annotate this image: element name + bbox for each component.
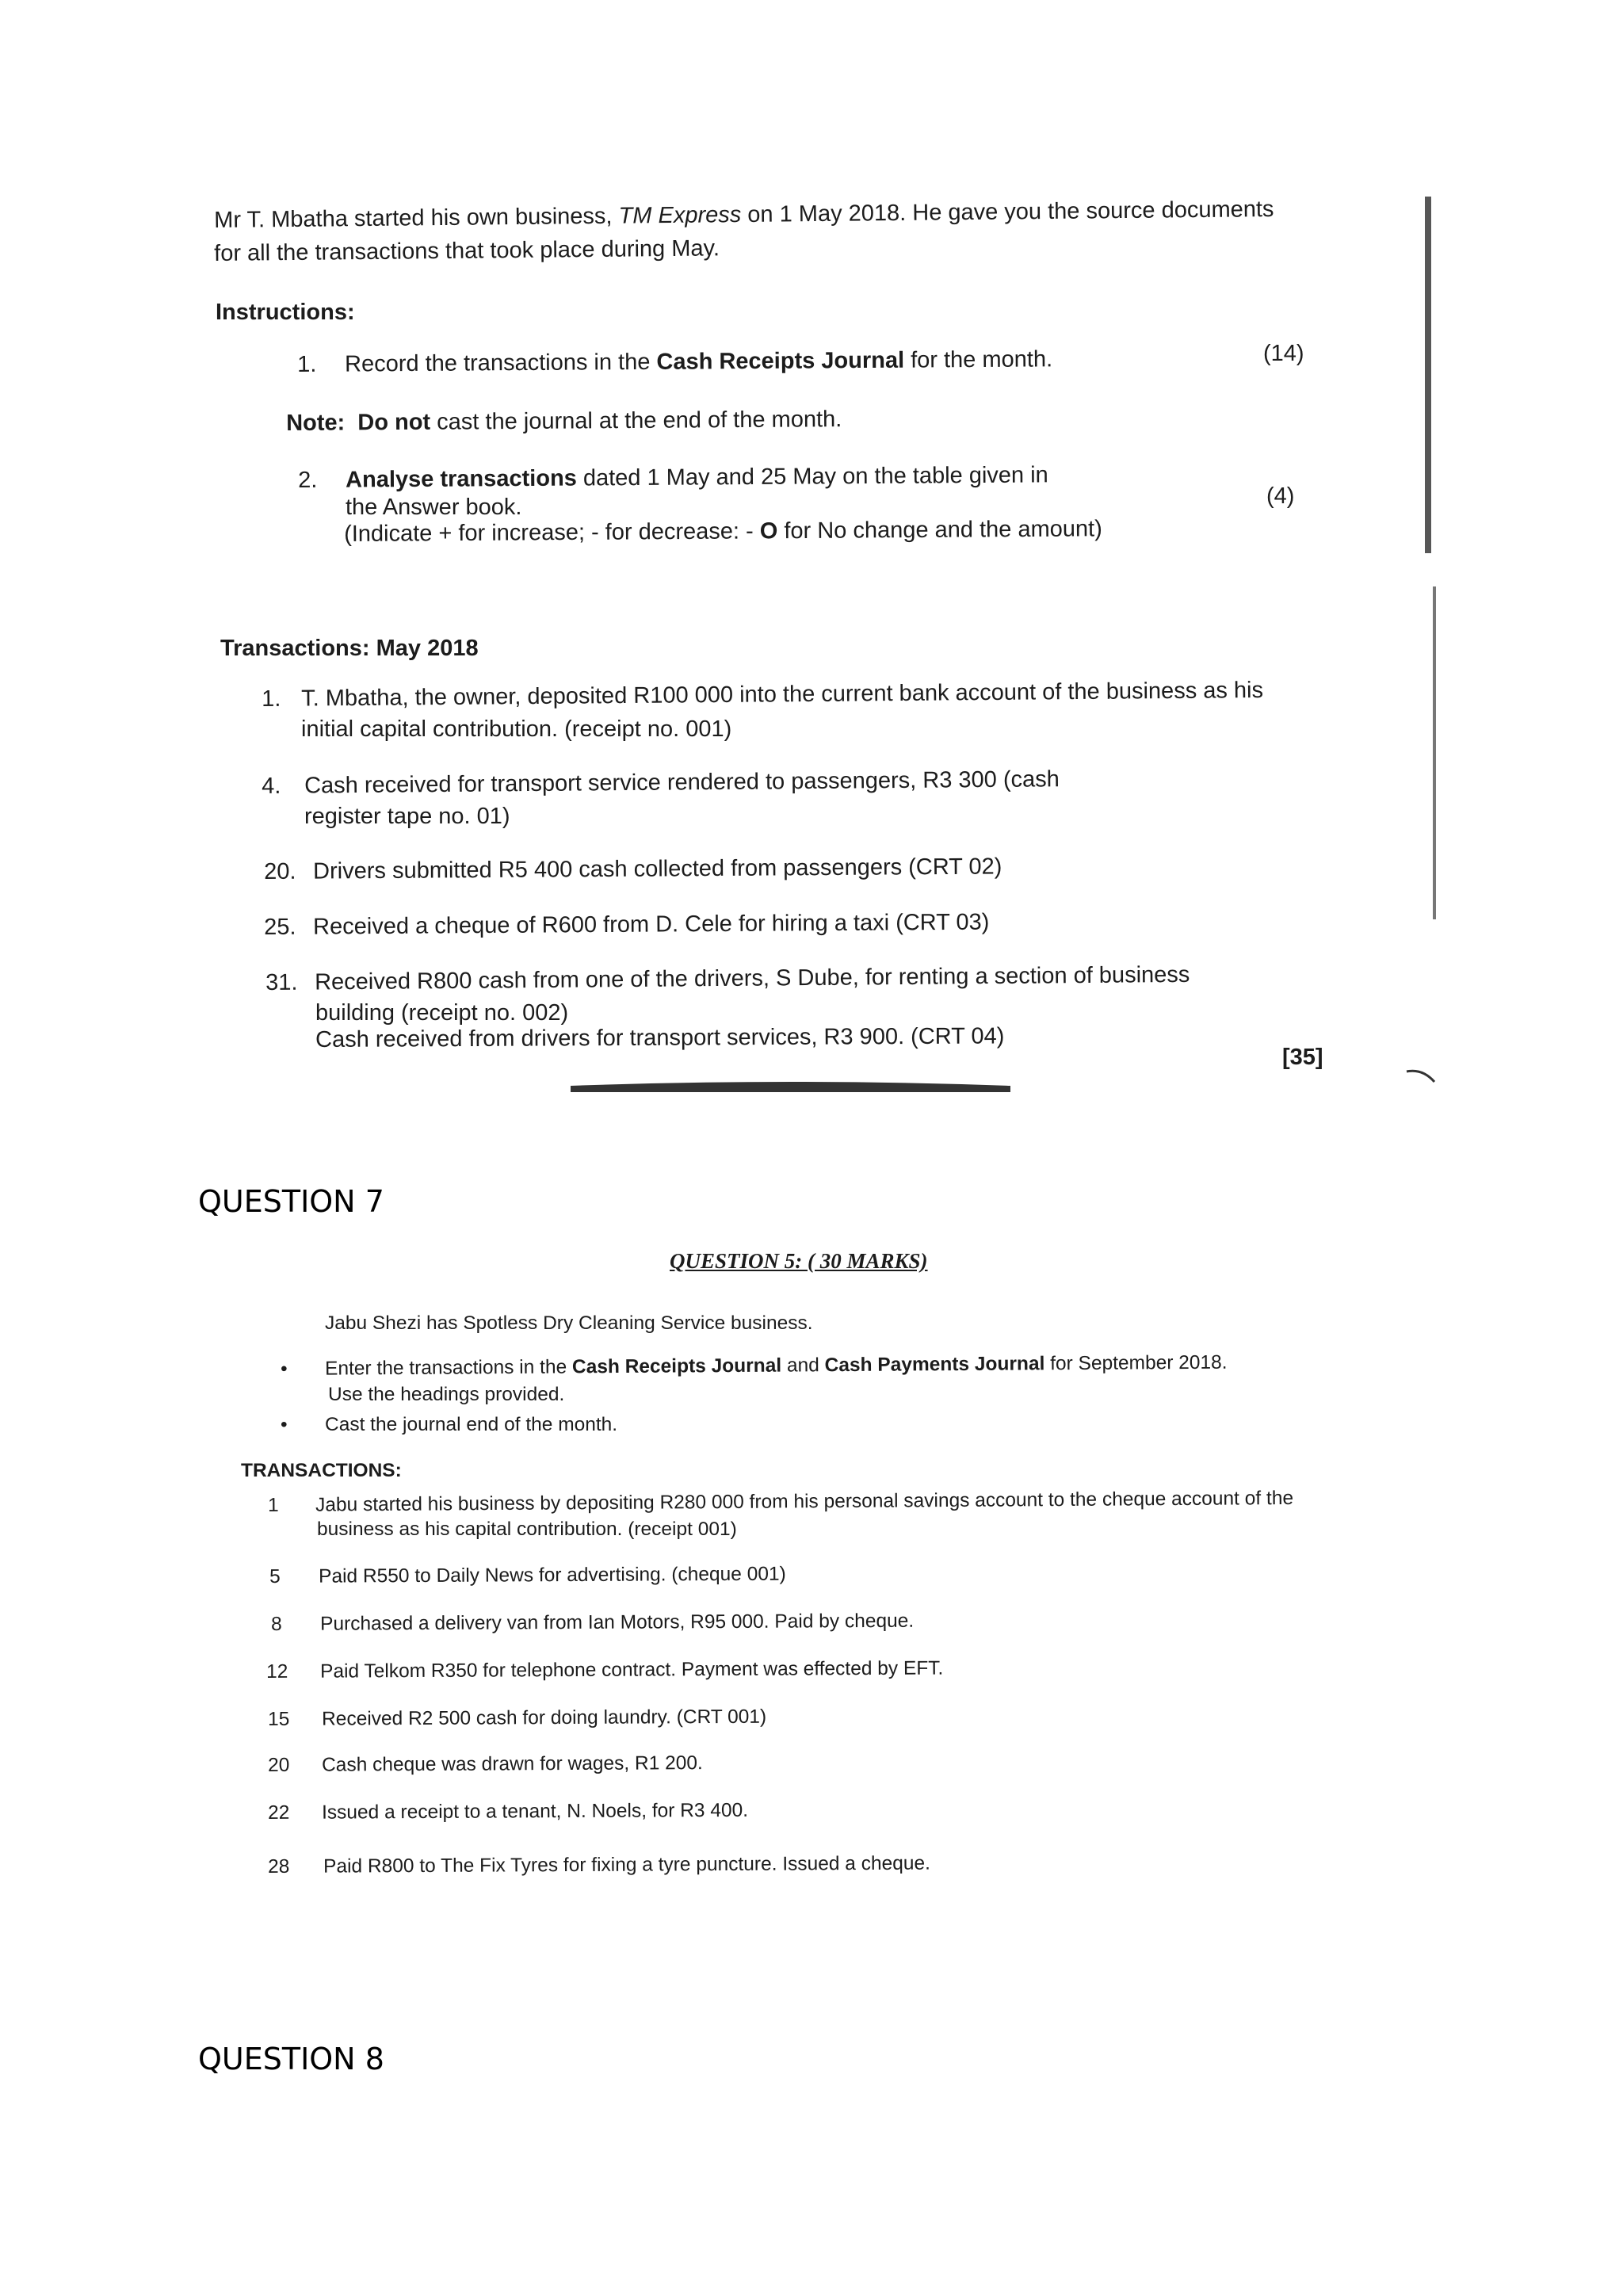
instruction-1-marks: (14)	[1263, 341, 1304, 366]
total-marks: [35]	[1282, 1045, 1323, 1070]
transaction-item: 15 Received R2 500 cash for doing laundry. (CRT 001)	[268, 1706, 767, 1730]
section-2-intro: Jabu Shezi has Spotless Dry Cleaning Service business.	[325, 1312, 813, 1334]
instruction-2-line-1: 2. Analyse transactions dated 1 May and 25 May on the table given in	[298, 462, 1048, 493]
transaction-item: 22 Issued a receipt to a tenant, N. Noels, for R3 400.	[268, 1799, 749, 1824]
instruction-1: 1. Record the transactions in the Cash Receipts Journal for the month.	[297, 346, 1053, 377]
transaction-item: 1. T. Mbatha, the owner, deposited R100 000 into the current bank account of the business as his	[262, 677, 1264, 712]
transaction-item-line: building (receipt no. 002)	[315, 1000, 569, 1026]
scan-edge-artifacts	[0, 0, 1623, 1125]
transaction-item: 25. Received a cheque of R600 from D. Cele for hiring a taxi (CRT 03)	[264, 909, 990, 940]
bullet-1-line-2: Use the headings provided.	[328, 1384, 565, 1405]
bullet-1: • Enter the transactions in the Cash Receipts Journal and Cash Payments Journal for September 2018.	[281, 1351, 1228, 1380]
section-2-transactions-heading: TRANSACTIONS:	[241, 1460, 402, 1481]
transaction-item: 4. Cash received for transport service rendered to passengers, R3 300 (cash	[262, 766, 1060, 799]
transaction-item: 1 Jabu started his business by depositing R280 000 from his personal savings account to the cheque account of the	[268, 1487, 1294, 1516]
transaction-item: 31. Received R800 cash from one of the drivers, S Dube, for renting a section of business	[265, 961, 1190, 995]
transaction-item: 20 Cash cheque was drawn for wages, R1 200.	[268, 1752, 703, 1776]
transaction-item: 5 Paid R550 to Daily News for advertising. (cheque 001)	[269, 1563, 786, 1587]
transaction-item-line: Cash received from drivers for transport services, R3 900. (CRT 04)	[315, 1023, 1005, 1052]
transaction-item: 20. Drivers submitted R5 400 cash collected from passengers (CRT 02)	[264, 854, 1002, 884]
question-8-label: QUESTION 8	[198, 2042, 384, 2076]
transaction-item-line: initial capital contribution. (receipt no. 001)	[301, 716, 732, 742]
transactions-heading: Transactions: May 2018	[220, 636, 479, 661]
intro-line-1: Mr T. Mbatha started his own business, TM Express on 1 May 2018. He gave you the source documents	[214, 196, 1274, 233]
transaction-item-line: register tape no. 01)	[304, 804, 510, 829]
note-line: Note: Do not cast the journal at the end of the month.	[286, 407, 842, 436]
transaction-item: 28 Paid R800 to The Fix Tyres for fixing a tyre puncture. Issued a cheque.	[268, 1852, 930, 1878]
instruction-2-line-3: (Indicate + for increase; - for decrease: - O for No change and the amount)	[344, 516, 1102, 547]
transaction-item: 12 Paid Telkom R350 for telephone contract. Payment was effected by EFT.	[266, 1657, 944, 1683]
instruction-2-line-2: the Answer book.	[346, 495, 522, 520]
question-7-label: QUESTION 7	[198, 1184, 384, 1219]
bullet-2: • Cast the journal end of the month.	[281, 1414, 618, 1435]
instructions-heading: Instructions:	[216, 300, 355, 325]
transaction-item: 8 Purchased a delivery van from Ian Motors, R95 000. Paid by cheque.	[271, 1610, 915, 1635]
intro-line-2: for all the transactions that took place during May.	[214, 235, 720, 266]
instruction-2-marks: (4)	[1266, 483, 1295, 509]
question-5-heading: QUESTION 5: ( 30 MARKS)	[670, 1249, 928, 1273]
transaction-item-line: business as his capital contribution. (receipt 001)	[317, 1519, 737, 1540]
